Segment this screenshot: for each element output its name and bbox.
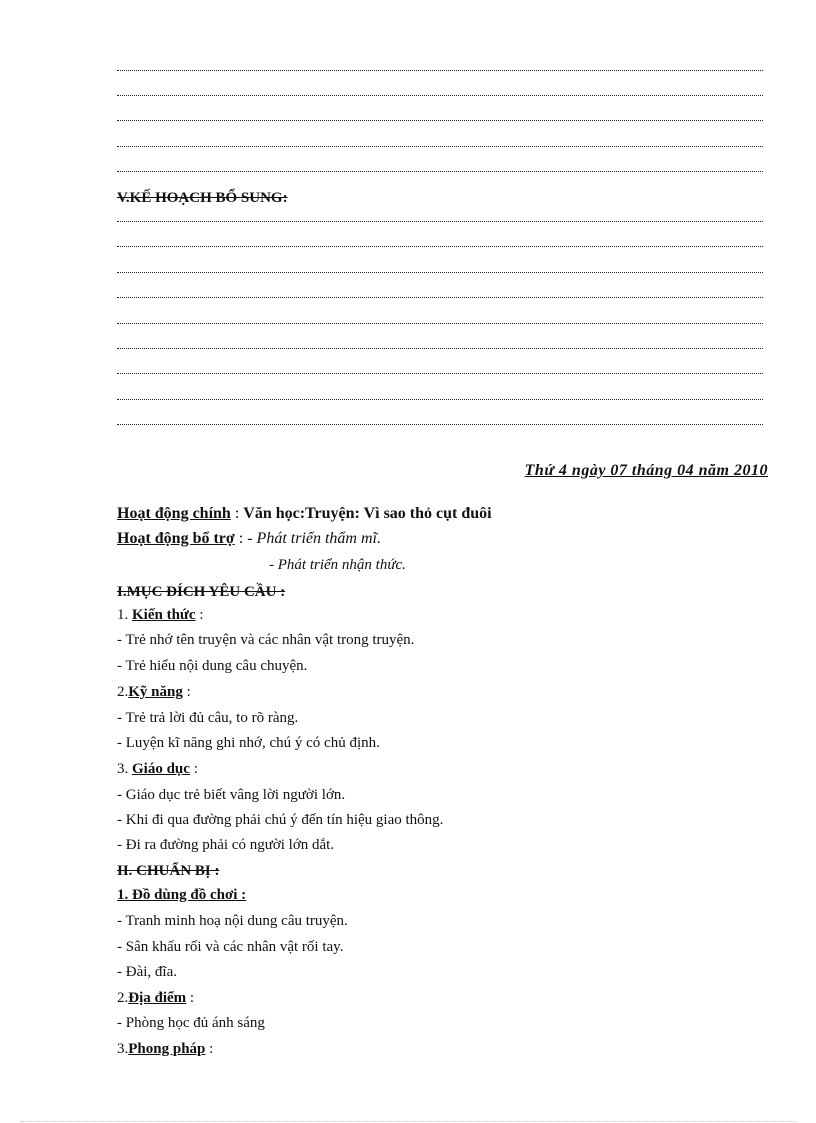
dotted-line (117, 323, 763, 324)
subheading-method (117, 1039, 213, 1059)
main-activity-line (117, 504, 492, 524)
support-activity-item: - Phát triển thẩm mĩ. (247, 530, 381, 547)
section-i-title: I.MỤC ĐÍCH YÊU CẦU : (117, 584, 286, 600)
lesson-date: Thứ 4 ngày 07 tháng 04 năm 2010 (524, 462, 768, 479)
dotted-line (117, 399, 763, 400)
sub-label: Phong pháp (128, 1041, 206, 1057)
separator: : (234, 530, 248, 547)
list-item: - Đi ra đường phải có người lớn dắt. (117, 837, 335, 853)
list-item: - Luyện kĩ năng ghi nhớ, chú ý có chủ định. (117, 735, 380, 751)
sub-label: Địa điểm (128, 990, 187, 1006)
subheading-education (117, 759, 198, 779)
dotted-line (117, 95, 763, 96)
subheading-materials: 1. Đồ dùng đồ chơi : (117, 887, 247, 903)
subheading-knowledge (117, 605, 204, 625)
sub-tail: : (195, 607, 204, 623)
dotted-line (117, 373, 763, 374)
dotted-line (117, 246, 763, 247)
list-item: - Sân khấu rối và các nhân vật rối tay. (117, 939, 344, 955)
sub-tail: : (189, 761, 198, 777)
list-item: - Trẻ hiểu nội dung câu chuyện. (117, 658, 308, 674)
list-item: - Trẻ nhớ tên truyện và các nhân vật trong truyện. (117, 632, 415, 648)
support-activity-label: Hoạt động bổ trợ (117, 530, 235, 547)
list-item: - Phòng học đủ ánh sáng (117, 1015, 265, 1031)
dotted-line (117, 348, 763, 349)
main-activity-value: Văn học:Truyện: Vì sao thỏ cụt đuôi (243, 505, 492, 522)
sub-number: 1. (117, 607, 132, 623)
list-item: - Giáo dục trẻ biết vâng lời người lớn. (117, 787, 346, 803)
main-activity-label: Hoạt động chính (117, 505, 231, 522)
sub-label: Kỹ năng (128, 684, 183, 700)
sub-label: Giáo dục (132, 761, 190, 777)
sub-number: 2. (117, 990, 129, 1006)
sub-number: 3. (117, 1041, 129, 1057)
list-item: - Khi đi qua đường phải chú ý đến tín hiệu giao thông. (117, 812, 444, 828)
subheading-location (117, 988, 194, 1008)
sub-tail: : (205, 1041, 214, 1057)
list-item: - Đài, đĩa. (117, 964, 177, 980)
support-activity-line (117, 529, 381, 549)
sub-tail: : (182, 684, 191, 700)
dotted-line (117, 272, 763, 273)
dotted-line (117, 171, 763, 172)
page-edge-divider (20, 1121, 796, 1122)
dotted-line (117, 424, 763, 425)
dotted-line (117, 70, 763, 71)
separator: : (230, 505, 244, 522)
support-activity-item: - Phát triển nhận thức. (269, 557, 406, 573)
section-ii-title: II. CHUẨN BỊ : (117, 863, 220, 879)
sub-number: 3. (117, 761, 132, 777)
list-item: - Tranh minh hoạ nội dung câu truyện. (117, 913, 348, 929)
dotted-line (117, 120, 763, 121)
sub-number: 2. (117, 684, 129, 700)
sub-label: Kiến thức (132, 607, 196, 623)
sub-tail: : (186, 990, 195, 1006)
section-v-title: V.KẾ HOẠCH BỔ SUNG: (117, 190, 288, 206)
dotted-line (117, 146, 763, 147)
subheading-skills (117, 682, 191, 702)
list-item: - Trẻ trả lời đủ câu, to rõ ràng. (117, 710, 299, 726)
dotted-line (117, 221, 763, 222)
dotted-line (117, 297, 763, 298)
